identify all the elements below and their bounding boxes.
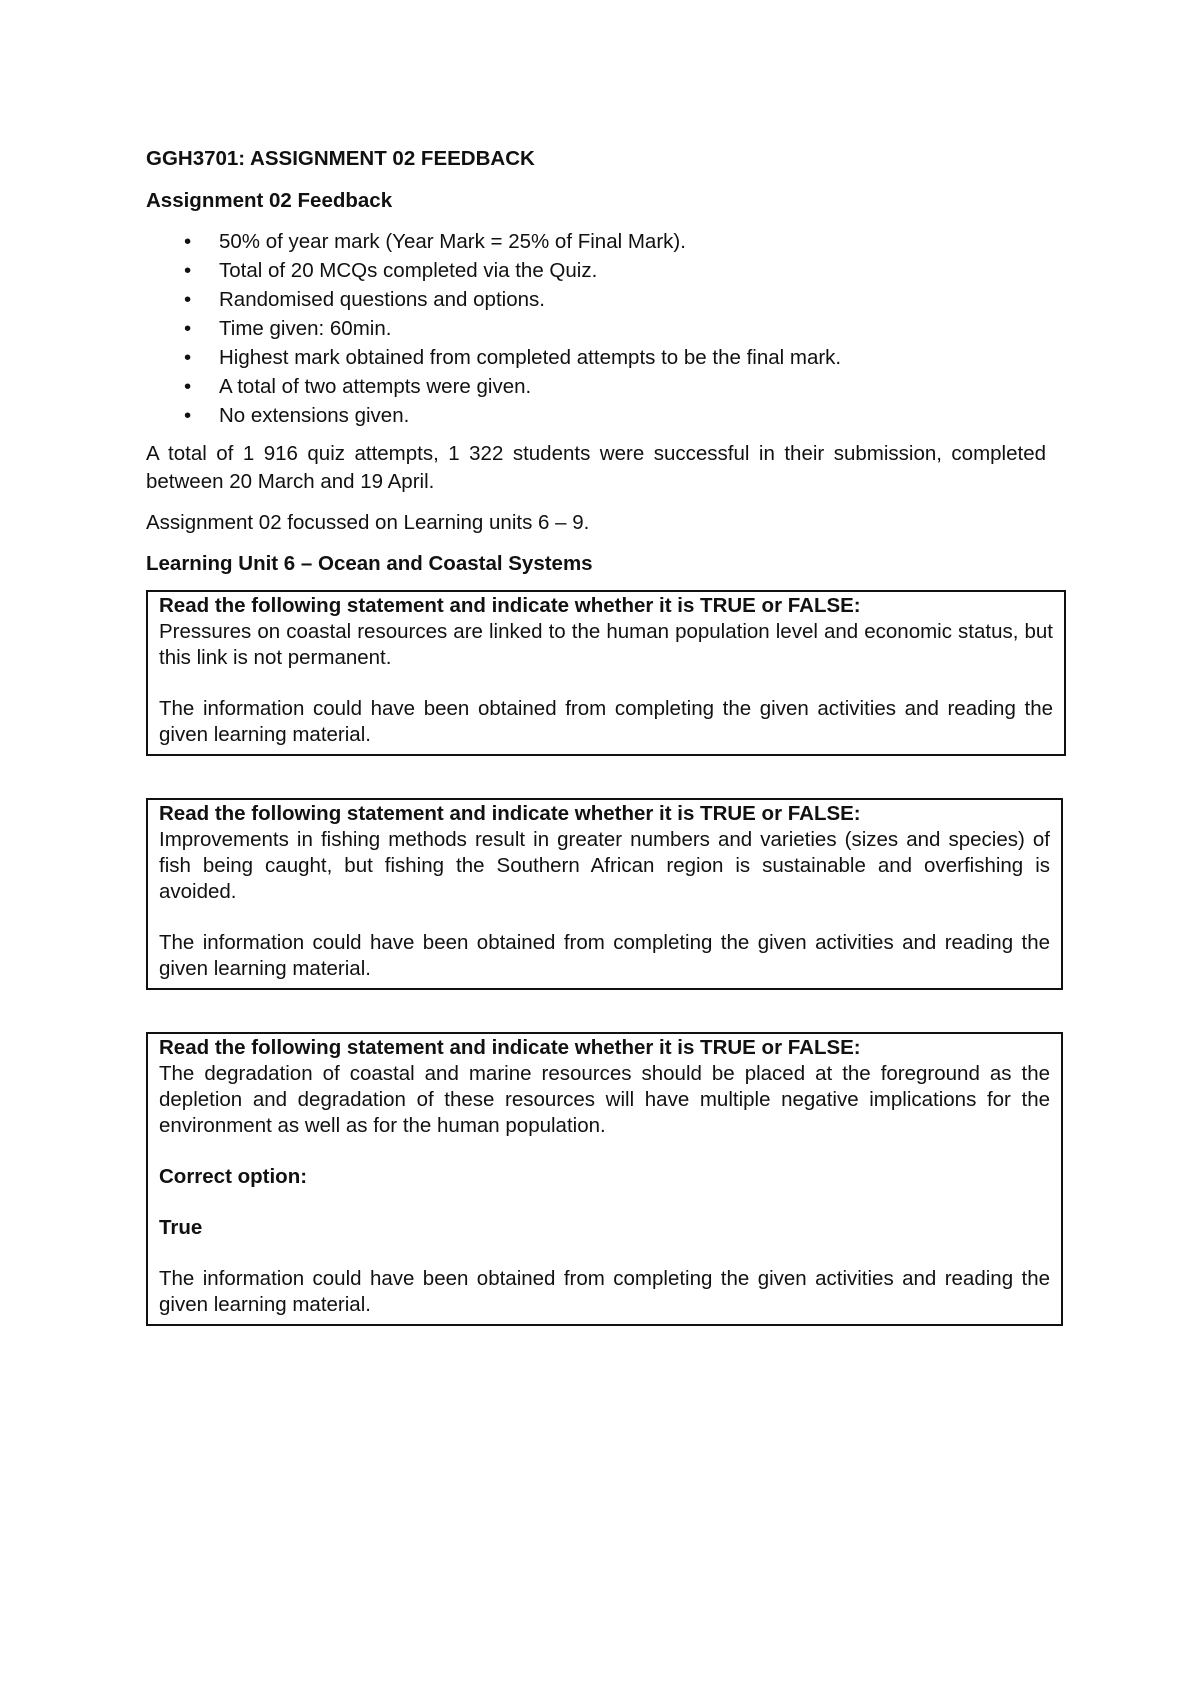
list-item-text: Time given: 60min. [219,317,392,340]
focus-paragraph: Assignment 02 focussed on Learning units 6 – 9. [146,511,590,534]
question-statement: Improvements in fishing methods result in greater numbers and varieties (sizes and species) of fish being caught, but fishing the Southern African region is sustainable and overfishing is avoided. [159,828,1050,903]
question-prompt: Read the following statement and indicate whether it is TRUE or FALSE: [159,802,861,825]
list-item [146,343,1046,372]
question-statement: The degradation of coastal and marine resources should be placed at the foreground as the depletion and degradation of these resources will have multiple negative implications for the environment as well as for the human population. [159,1062,1050,1137]
question-prompt: Read the following statement and indicate whether it is TRUE or FALSE: [159,1036,861,1059]
list-item-text: Randomised questions and options. [219,288,545,311]
bullet-icon: • [184,317,192,340]
correct-option-value: True [159,1216,203,1239]
question-box [146,1032,1063,1326]
bullet-icon: • [184,230,192,253]
list-item-text: No extensions given. [219,404,410,427]
list-item [146,227,1046,256]
list-item [146,285,1046,314]
document-content [146,145,1053,1326]
list-item [146,372,1046,401]
question-note: The information could have been obtained from completing the given activities and reading the given learning material. [159,1267,1050,1316]
list-item-text: A total of two attempts were given. [219,375,532,398]
list-item-text: Total of 20 MCQs completed via the Quiz. [219,259,598,282]
correct-option-label: Correct option: [159,1165,308,1188]
bullet-icon: • [184,259,192,282]
list-item [146,256,1046,285]
question-box [146,590,1066,756]
bullet-icon: • [184,404,192,427]
document-title: GGH3701: ASSIGNMENT 02 FEEDBACK [146,147,535,170]
section-subtitle: Assignment 02 Feedback [146,189,393,212]
list-item-text: 50% of year mark (Year Mark = 25% of Final Mark). [219,230,686,253]
feedback-bullet-list [146,227,1046,430]
bullet-icon: • [184,375,192,398]
list-item [146,314,1046,343]
list-item [146,401,1046,430]
bullet-icon: • [184,346,192,369]
list-item-text: Highest mark obtained from completed attempts to be the final mark. [219,346,842,369]
question-note: The information could have been obtained from completing the given activities and reading the given learning material. [159,931,1050,980]
question-prompt: Read the following statement and indicate whether it is TRUE or FALSE: [159,594,861,617]
question-box [146,798,1063,990]
question-note: The information could have been obtained from completing the given activities and reading the given learning material. [159,697,1053,746]
bullet-icon: • [184,288,192,311]
summary-paragraph: A total of 1 916 quiz attempts, 1 322 students were successful in their submission, completed between 20 March and 19 April. [146,442,1046,493]
question-statement: Pressures on coastal resources are linked to the human population level and economic status, but this link is not permanent. [159,620,1053,669]
learning-unit-heading: Learning Unit 6 – Ocean and Coastal Systems [146,552,593,575]
